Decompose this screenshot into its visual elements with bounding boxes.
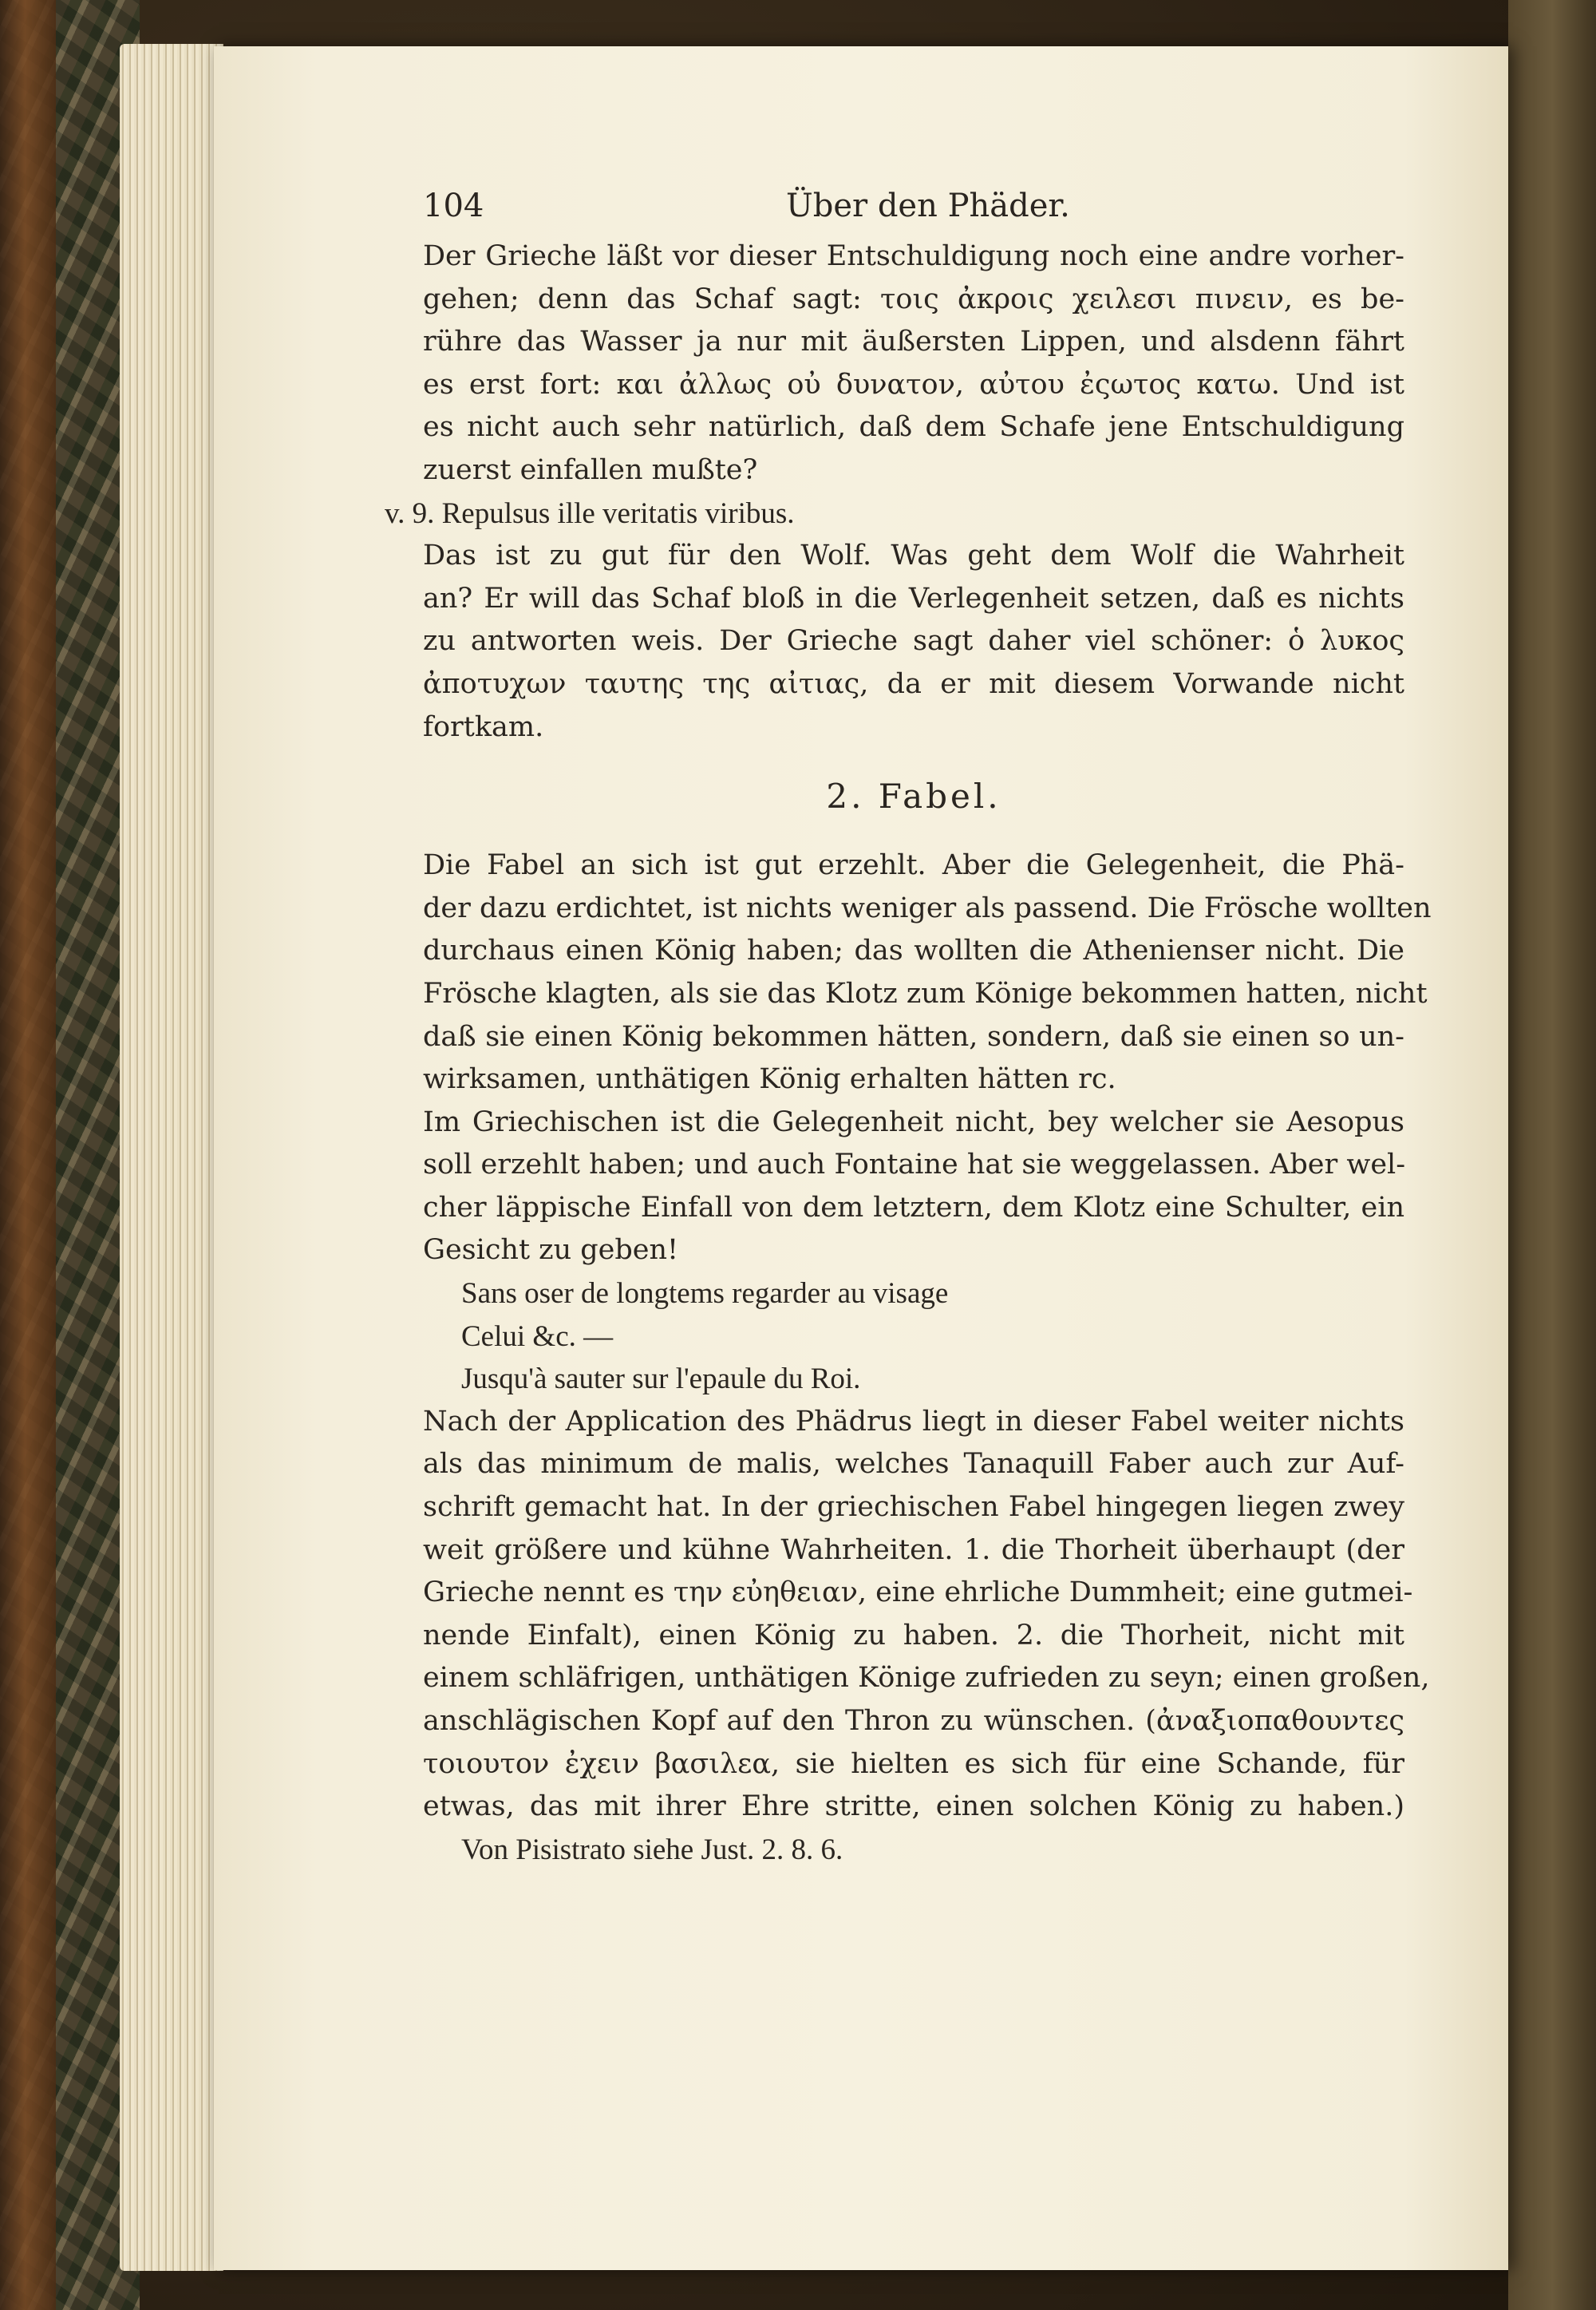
text-line: Im Griechischen ist die Gelegenheit nicht, bey welcher sie Aesopus bbox=[423, 1106, 1404, 1138]
text-line: als das minimum de malis, welches Tanaquill Faber auch zur Auf- bbox=[423, 1448, 1404, 1481]
text-line: schrift gemacht hat. In der griechischen Fabel hingegen liegen zwey bbox=[423, 1491, 1404, 1524]
french-verse-line: Jusqu'à sauter sur l'epaule du Roi. bbox=[461, 1363, 861, 1396]
text-line: Frösche klagten, als sie das Klotz zum Könige bekommen hatten, nicht bbox=[423, 977, 1428, 1010]
text-line: zu antworten weis. Der Grieche sagt daher viel schöner: ὁ λυκος bbox=[423, 625, 1404, 658]
text-line: etwas, das mit ihrer Ehre stritte, einen solchen König zu haben.) bbox=[423, 1790, 1404, 1823]
text-line: nende Einfalt), einen König zu haben. 2. die Thorheit, nicht mit bbox=[423, 1619, 1404, 1651]
text-line: Von Pisistrato siehe Just. 2. 8. 6. bbox=[461, 1833, 843, 1866]
verse-reference: v. 9. Repulsus ille veritatis viribus. bbox=[385, 496, 795, 530]
running-title: Über den Phäder. bbox=[786, 188, 1070, 224]
text-line: an? Er will das Schaf bloß in die Verlegenheit setzen, daß es nichts bbox=[423, 582, 1404, 615]
page-header bbox=[423, 180, 1404, 235]
page-text bbox=[385, 180, 1432, 1871]
page-number: 104 bbox=[423, 188, 484, 224]
page-edges bbox=[120, 44, 223, 2271]
text-line: wirksamen, unthätigen König erhalten hätten rc. bbox=[423, 1063, 1116, 1096]
text-line: Nach der Application des Phädrus liegt in dieser Fabel weiter nichts bbox=[423, 1405, 1404, 1438]
background-right bbox=[1508, 0, 1596, 2310]
text-line: cher läppische Einfall von dem letztern, dem Klotz eine Schulter, ein bbox=[423, 1191, 1404, 1224]
text-line: Grieche nennt es την εὐηθειαν, eine ehrliche Dummheit; eine gutmei- bbox=[423, 1576, 1413, 1609]
text-line: es erst fort: και ἀλλως οὐ δυνατον, αὐτου ἐςωτος κατω. Und ist bbox=[423, 368, 1404, 401]
text-line: ἀποτυχων ταυτης της αἰτιας, da er mit diesem Vorwande nicht bbox=[423, 667, 1404, 700]
text-line: Der Grieche läßt vor dieser Entschuldigung noch eine andre vorher- bbox=[423, 240, 1404, 272]
text-line: fortkam. bbox=[423, 710, 544, 743]
text-line: τοιουτον ἐχειν βασιλεα, sie hielten es sich für eine Schande, für bbox=[423, 1747, 1404, 1780]
section-title: 2. Fabel. bbox=[826, 777, 1001, 817]
text-line: zuerst einfallen mußte? bbox=[423, 453, 758, 486]
text-line: der dazu erdichtet, ist nichts weniger als passend. Die Frösche wollten bbox=[423, 892, 1432, 924]
french-verse-line: Celui &c. — bbox=[461, 1319, 614, 1353]
text-line: einem schläfrigen, unthätigen Könige zufrieden zu seyn; einen großen, bbox=[423, 1662, 1430, 1695]
text-line: daß sie einen König bekommen hätten, sondern, daß sie einen so un- bbox=[423, 1020, 1404, 1053]
text-line: Gesicht zu geben! bbox=[423, 1234, 679, 1267]
leather-spine-edge bbox=[0, 0, 56, 2310]
text-line: Die Fabel an sich ist gut erzehlt. Aber die Gelegenheit, die Phä- bbox=[423, 849, 1404, 882]
text-line: es nicht auch sehr natürlich, daß dem Schafe jene Entschuldigung bbox=[423, 411, 1404, 444]
text-line: rühre das Wasser ja nur mit äußersten Lippen, und alsdenn fährt bbox=[423, 326, 1404, 358]
text-line: gehen; denn das Schaf sagt: τοις ἀκροις χειλεσι πινειν, es be- bbox=[423, 283, 1404, 315]
text-line: durchaus einen König haben; das wollten die Athenienser nicht. Die bbox=[423, 935, 1404, 967]
text-line: Das ist zu gut für den Wolf. Was geht dem Wolf die Wahrheit bbox=[423, 540, 1404, 572]
french-verse-line: Sans oser de longtems regarder au visage bbox=[461, 1277, 949, 1311]
text-line: soll erzehlt haben; und auch Fontaine hat sie weggelassen. Aber wel- bbox=[423, 1149, 1406, 1181]
text-line: anschlägischen Kopf auf den Thron zu wünschen. (ἀναξιοπαθουντες bbox=[423, 1705, 1404, 1737]
text-line: weit größere und kühne Wahrheiten. 1. die Thorheit überhaupt (der bbox=[423, 1533, 1404, 1566]
